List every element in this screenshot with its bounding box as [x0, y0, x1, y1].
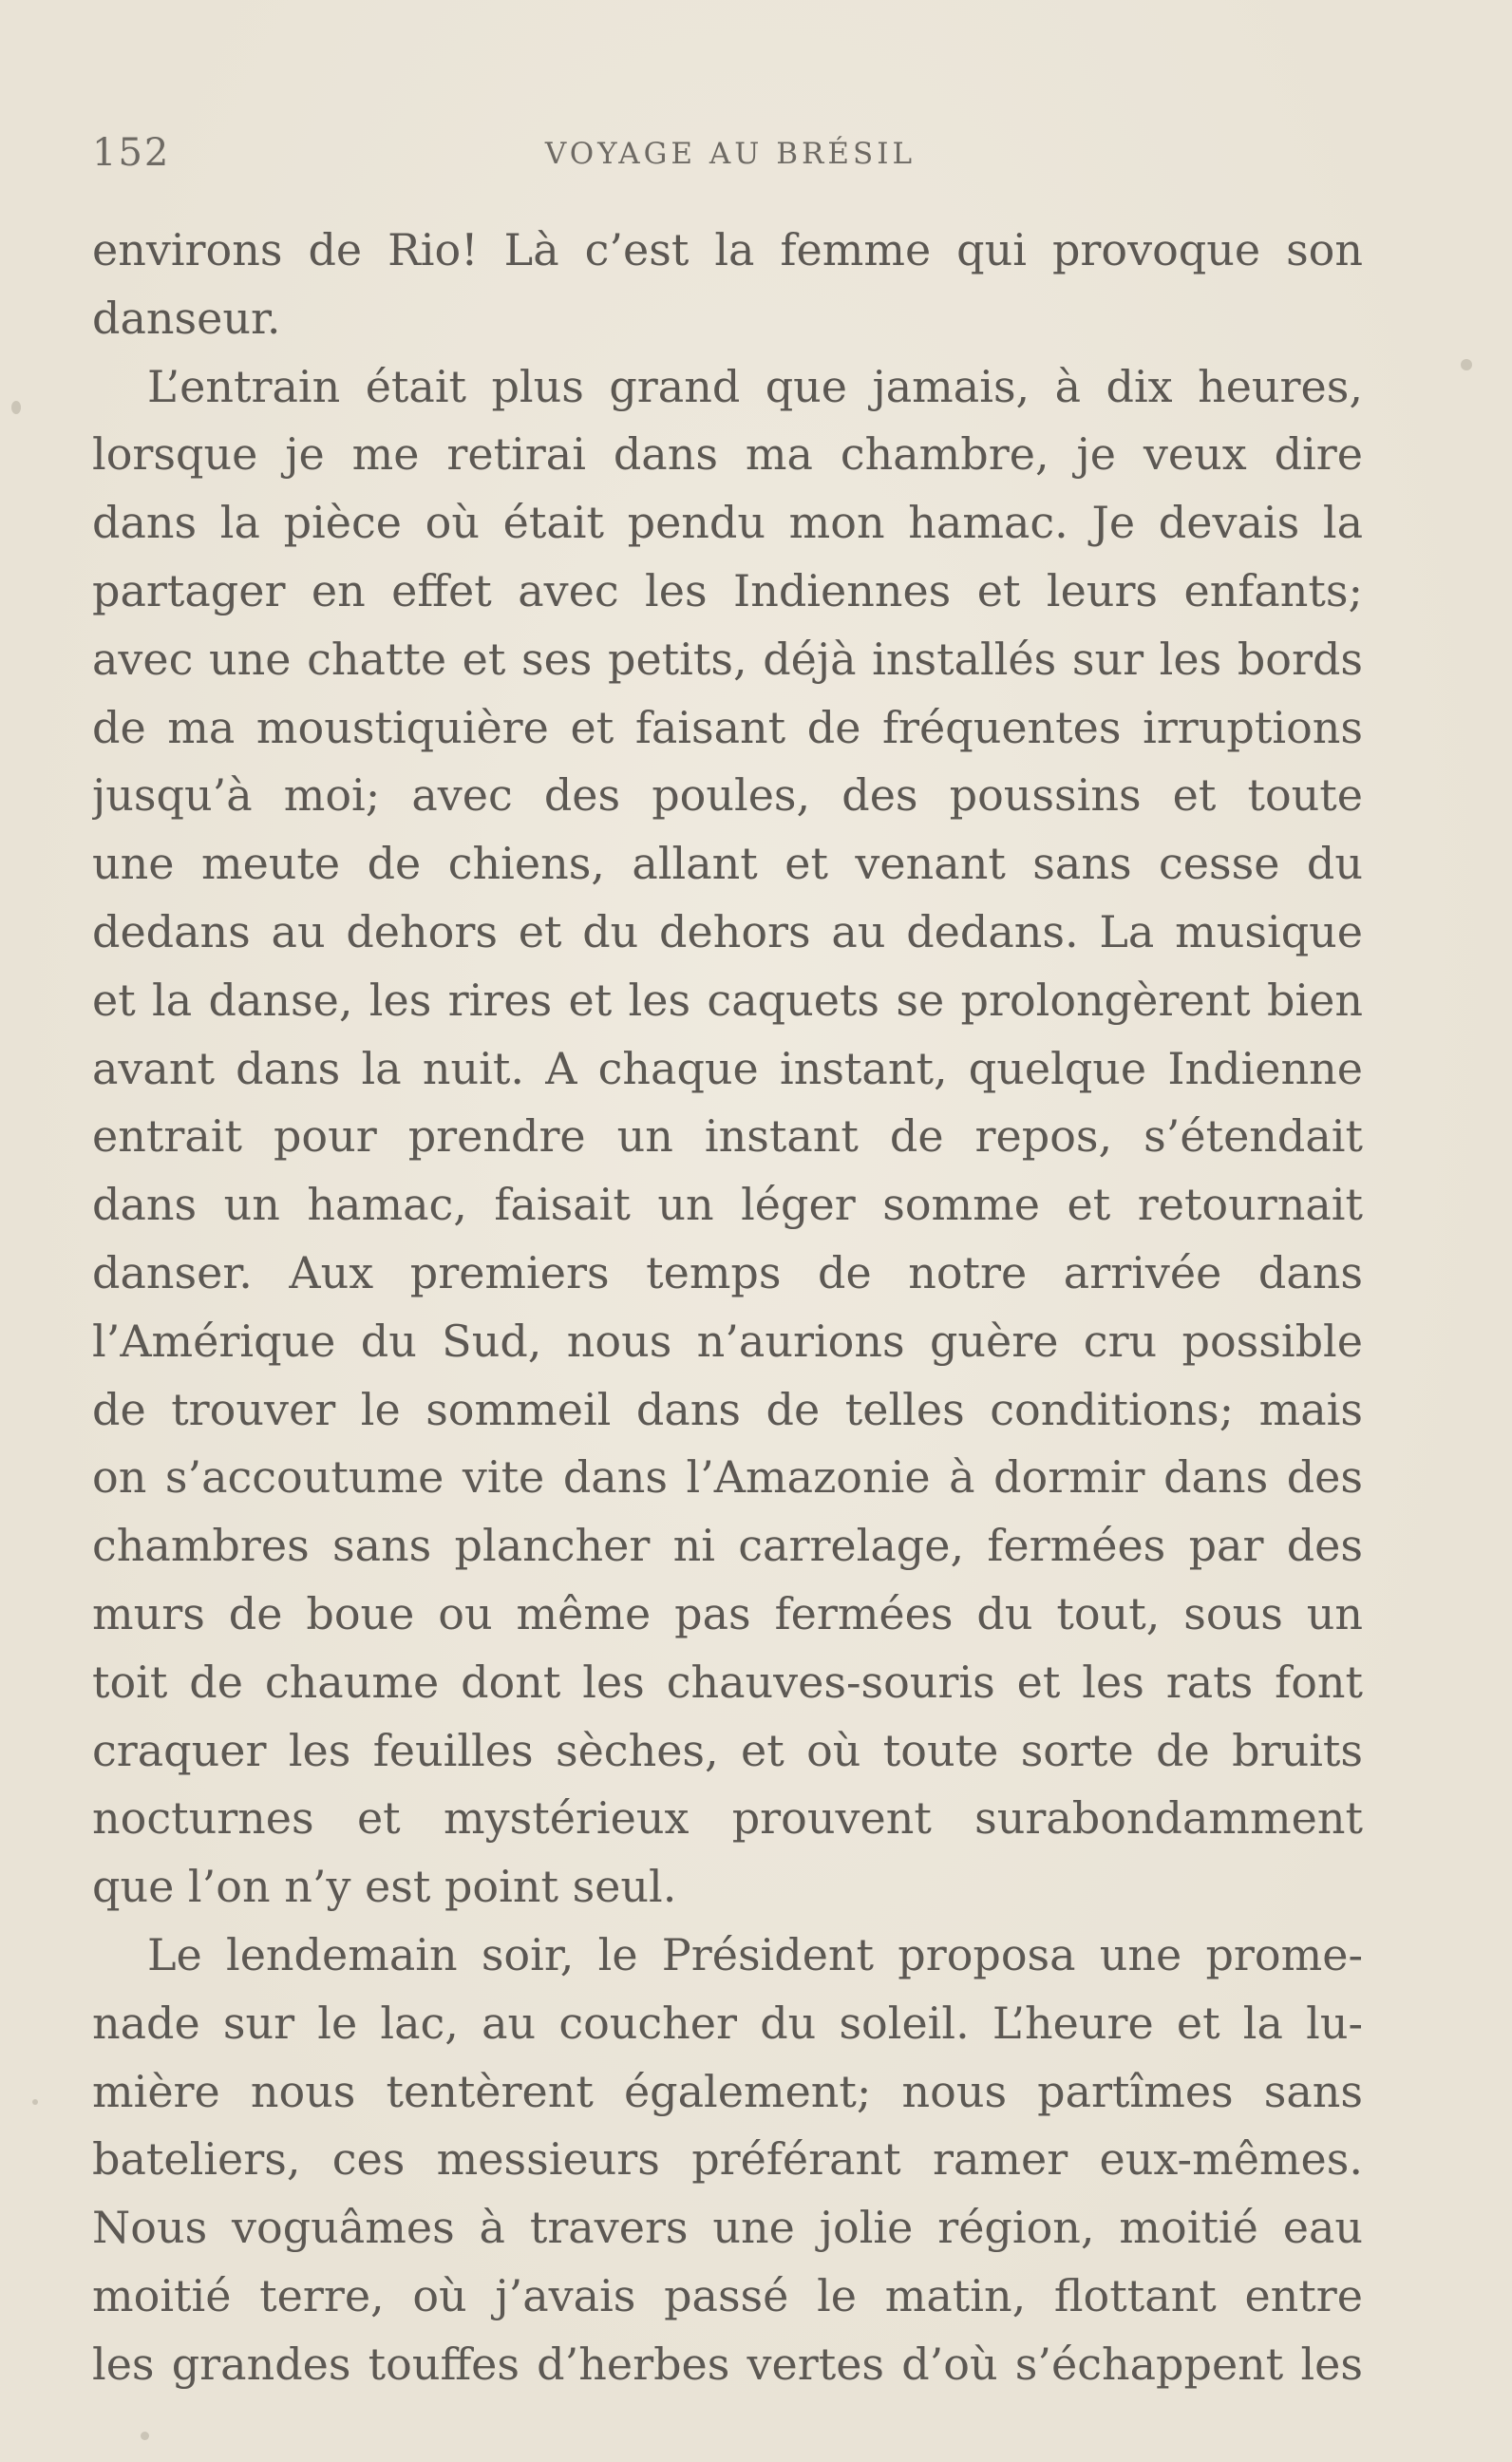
text-line: une meute de chiens, allant et venant sans cesse du	[92, 838, 1363, 890]
text-line: L’entrain était plus grand que jamais, à dix heures,	[147, 360, 1363, 412]
text-line: avec une chatte et ses petits, déjà installés sur les bords	[92, 633, 1363, 685]
text-line: que l’on n’y est point seul.	[92, 1861, 677, 1913]
running-head	[92, 131, 1369, 180]
text-line: et la danse, les rires et les caquets se prolongèrent bien	[92, 974, 1363, 1026]
text-line: nade sur le lac, au coucher du soleil. L’heure et la lu-	[92, 1997, 1363, 2049]
text-line: Nous voguâmes à travers une jolie région, moitié eau	[92, 2202, 1363, 2254]
paper-speck	[141, 2432, 149, 2440]
text-line: on s’accoutume vite dans l’Amazonie à dormir dans des	[92, 1451, 1363, 1504]
text-line: entrait pour prendre un instant de repos, s’étendait	[92, 1110, 1363, 1163]
text-line: dans un hamac, faisait un léger somme et retournait	[92, 1179, 1363, 1231]
text-line: partager en effet avec les Indiennes et leurs enfants;	[92, 564, 1363, 616]
text-line: lorsque je me retirai dans ma chambre, je veux dire	[92, 428, 1363, 481]
paper-speck	[11, 401, 21, 414]
text-line: murs de boue ou même pas fermées du tout, sous un	[92, 1587, 1363, 1639]
text-line: Le lendemain soir, le Président proposa une prome-	[147, 1928, 1363, 1980]
running-title: VOYAGE AU BRÉSIL	[544, 137, 917, 171]
text-line: jusqu’à moi; avec des poules, des poussins et toute	[92, 769, 1363, 822]
text-line: moitié terre, où j’avais passé le matin, flottant entre	[92, 2269, 1363, 2321]
text-line: de ma moustiquière et faisant de fréquentes irruptions	[92, 701, 1363, 753]
paper-speck	[1461, 359, 1472, 370]
text-line: nocturnes et mystérieux prouvent surabondamment	[92, 1792, 1363, 1845]
text-line: de trouver le sommeil dans de telles conditions; mais	[92, 1383, 1363, 1435]
text-line: mière nous tentèrent également; nous partîmes sans	[92, 2065, 1363, 2117]
page-number: 152	[92, 131, 171, 175]
paper-speck	[32, 2099, 38, 2105]
text-line: craquer les feuilles sèches, et où toute sorte de bruits	[92, 1724, 1363, 1776]
text-line: les grandes touffes d’herbes vertes d’où s’échappent les	[92, 2338, 1363, 2390]
text-line: chambres sans plancher ni carrelage, fermées par des	[92, 1520, 1363, 1572]
body-text	[92, 217, 1363, 2399]
text-line: dans la pièce où était pendu mon hamac. Je devais la	[92, 497, 1363, 549]
text-line: dedans au dehors et du dehors au dedans. La musique	[92, 905, 1363, 957]
text-line: environs de Rio! Là c’est la femme qui provoque son	[92, 224, 1363, 275]
text-line: danser. Aux premiers temps de notre arrivée dans	[92, 1246, 1363, 1298]
text-line: toit de chaume dont les chauves-souris et les rats font	[92, 1656, 1363, 1708]
text-line: danseur.	[92, 292, 281, 344]
text-line: l’Amérique du Sud, nous n’aurions guère cru possible	[92, 1315, 1363, 1367]
text-line: avant dans la nuit. A chaque instant, quelque Indienne	[92, 1042, 1363, 1094]
text-line: bateliers, ces messieurs préférant ramer eux-mêmes.	[92, 2133, 1363, 2186]
